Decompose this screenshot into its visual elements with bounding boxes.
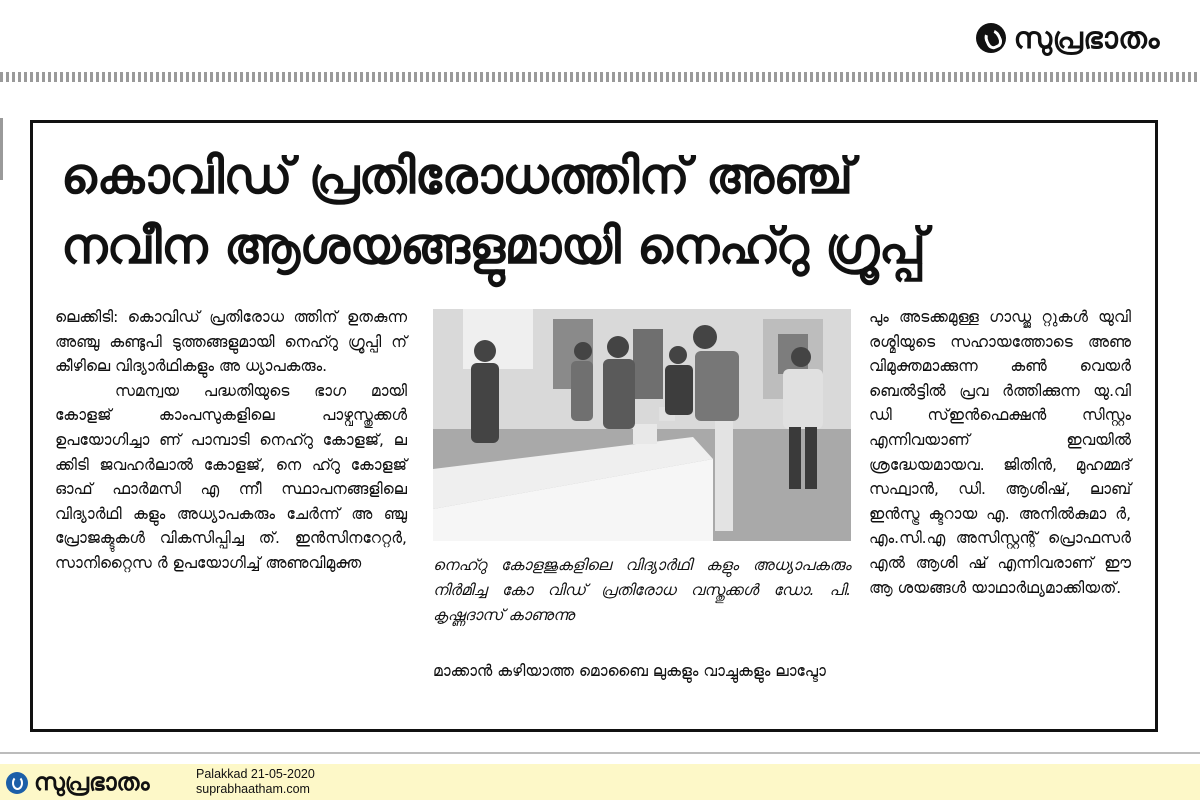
footer-website-link[interactable]: suprabhaatham.com [196,782,310,796]
footer-edition-date: Palakkad 21-05-2020 [196,767,315,781]
column-1-paragraph-1: ലെക്കിടി: കൊവിഡ് പ്രതിരോധ ത്തിന് ഉതകുന്ന അഞ്ചു കണ്ടുപി ടുത്തങ്ങളുമായി നെഹ്റു ഗ്രൂപ്പി ന് കീഴിലെ വിദ്യാർഥികളും അ ധ്യാപകരും. [55,308,407,376]
headline-line-2: നവീന ആശയങ്ങളുമായി നെഹ്റു ഗ്രൂപ്പ് [61,217,926,275]
masthead-brand-name: സുപ്രഭാതം [1013,20,1160,56]
article-column-2 [433,659,851,684]
article-column-3 [869,305,1131,600]
article-photo [433,309,851,541]
dotted-rule [0,72,1200,82]
article-photo-image [433,309,851,541]
photo-caption: നെഹ്റു കോളജുകളിലെ വിദ്യാർഥി കളും അധ്യാപകരും നിർമിച്ച കോ വിഡ് പ്രതിരോധ വസ്തുക്കൾ ഡോ. പി. കൃഷ്ണദാസ് കാണുന്നു [433,556,851,624]
column-1-paragraph-2: സമന്വയ പദ്ധതിയുടെ ഭാഗ മായി കോളജ് കാംപസുകളിലെ പാഴ്വസ്തുക്കൾ ഉപയോഗിച്ചാ ണ് പാമ്പാടി നെഹ്റു കോളജ്, ല ക്കിടി ജവഹർലാൽ കോളജ്, നെ ഹ്റു കോളജ് ഓഫ് ഫാർമസി എ ന്നീ സ്ഥാപനങ്ങളിലെ വിദ്യാർഥി കളും അധ്യാപകരും ചേർന്ന് അ ഞ്ചു പ്രോജക്ടുകൾ വികസിപ്പിച്ച ത്. ഇൻസിനറേറ്റർ, സാനിറ്റൈസ ർ ഉപയോഗിച്ച് അണുവിമുക്ത [55,381,407,572]
suprabhaatham-logo-icon [976,23,1006,53]
column-2-paragraph: മാക്കാൻ കഴിയാത്ത മൊബൈ ലുകളും വാച്ചുകളും ലാപ്ടോ [433,662,826,680]
news-article [30,120,1158,732]
headline-line-1: കൊവിഡ് പ്രതിരോധത്തിന് അഞ്ച് [61,147,853,205]
left-edge-marker [0,118,3,180]
column-3-paragraph: പും അടക്കമുള്ള ഗാഡ്ജ റ്റുകൾ യുവി രശ്മിയുടെ സഹായത്തോടെ അണു വിമുക്തമാക്കുന്ന കൺ വെയർ ബെൽട്ടിൽ പ്രവ ർത്തിക്കുന്ന യു.വി ഡി സ്ഇൻഫെക്ഷൻ സിസ്റ്റം എന്നിവയാണ് ഇവയിൽ ശ്രദ്ധേയമായവ. ജിതിൻ, മുഹമ്മദ് സഫ്വാൻ, ഡി. ആശിഷ്, ലാബ് ഇൻസ്ട്ര ക്ടറായ എ. അനിൽകുമാ ർ, എം.സി.എ അസിസ്റ്റന്റ് പ്രൊഫസർ എൽ ആശി ഷ് എന്നിവരാണ് ഈ ആ ശയങ്ങൾ യാഥാർഥ്യമാക്കിയത്. [869,308,1131,597]
footer-brand-name: സുപ്രഭാതം [34,768,150,796]
footer-rule [0,752,1200,754]
footer-info [196,767,315,797]
article-column-1 [55,305,407,576]
footer-logo-icon [6,772,28,794]
article-headline [61,141,1131,281]
footer-bar [0,764,1200,800]
masthead [976,18,1160,58]
